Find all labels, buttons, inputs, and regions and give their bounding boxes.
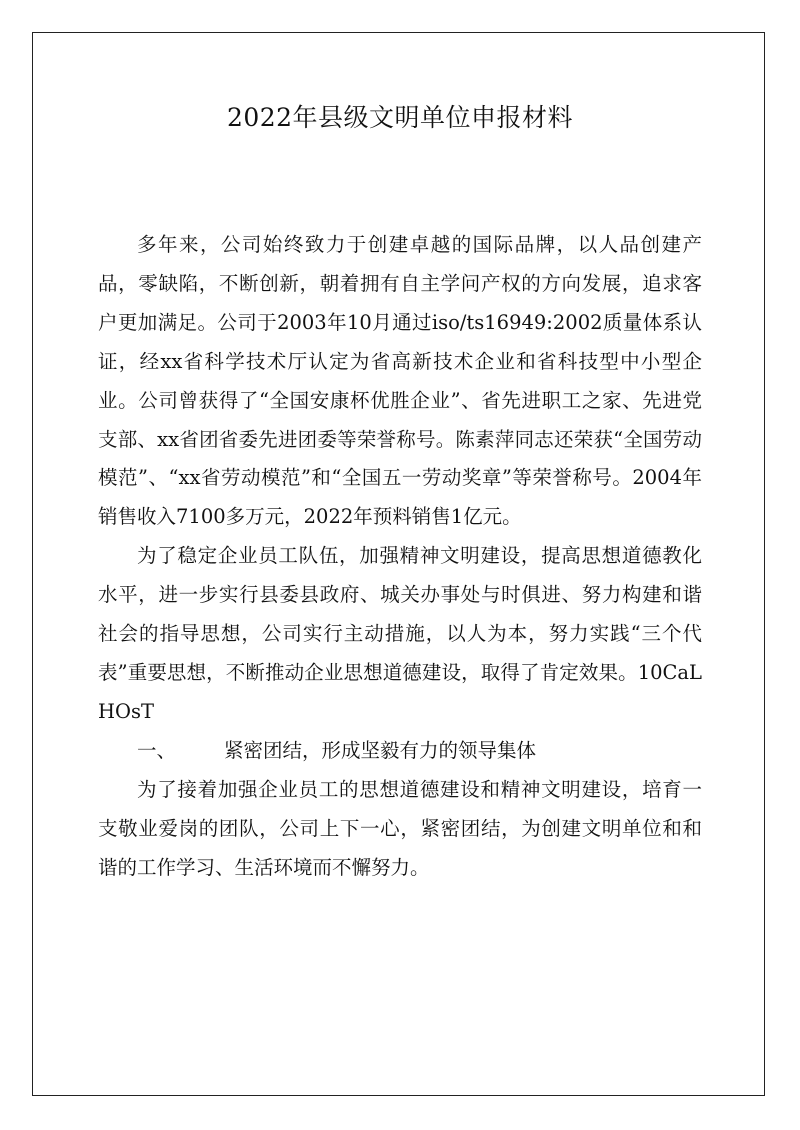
section-heading: [98, 732, 702, 771]
document-body: [98, 226, 702, 887]
document-title: 2022年县级文明单位申报材料: [226, 103, 574, 132]
section-title: 紧密团结，形成坚毅有力的领导集体: [224, 738, 537, 762]
paragraph-team-unity: 为了接着加强企业员工的思想道德建设和精神文明建设，培育一支敬业爱岗的团队，公司上下一心，紧密团结，为创建文明单位和和谐的工作学习、生活环境而不懈努力。: [98, 777, 702, 879]
paragraph-company-overview: 多年来，公司始终致力于创建卓越的国际品牌，以人品创建产品，零缺陷，不断创新，朝着拥有自主学问产权的方向发展，追求客户更加满足。公司于2003年10月通过iso/ts16949:2002质量体系认证，经xx省科学技术厅认定为省高新技术企业和省科技型中小型企业。公司曾获得了“全国安康杯优胜企业”、省先进职工之家、先进党支部、xx省团省委先进团委等荣誉称号。陈素萍同志还荣获“全国劳动模范”、“xx省劳动模范”和“全国五一劳动奖章”等荣誉称号。2004年销售收入7100多万元，2022年预料销售1亿元。: [98, 233, 702, 529]
section-number: 一、: [137, 738, 177, 762]
paragraph-spiritual-civilization: 为了稳定企业员工队伍，加强精神文明建设，提高思想道德教化水平，进一步实行县委县政府、城关办事处与时俱进、努力构建和谐社会的指导思想，公司实行主动措施，以人为本，努力实践“三个代表”重要思想，不断推动企业思想道德建设，取得了肯定效果。10CaLHOsT: [98, 544, 702, 723]
